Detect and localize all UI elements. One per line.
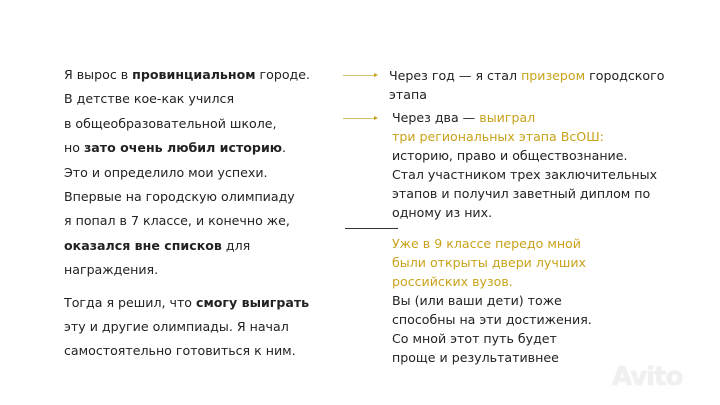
text: Я вырос в: [64, 67, 133, 82]
arrow-icon: [343, 75, 375, 76]
text: историю, право и обществознание.: [392, 148, 628, 163]
milestone-2: [392, 108, 657, 222]
text-line: я попал в 7 классе, и конечно же,: [64, 213, 290, 229]
text: Тогда я решил, что: [64, 294, 197, 310]
text-line: Впервые на городскую олимпиаду: [64, 188, 295, 204]
text-line: награждения.: [64, 262, 159, 278]
text: но: [64, 140, 84, 156]
story-left-column: [64, 66, 310, 367]
text: Через два —: [392, 110, 480, 125]
text: Через год — я стал: [389, 68, 522, 83]
text: способны на эти достижения.: [392, 312, 592, 327]
text-line: В детстве кое-как учился: [64, 91, 235, 107]
divider: [345, 228, 398, 229]
text-line: в общеобразовательной школе,: [64, 115, 277, 131]
text: городского: [585, 68, 665, 83]
text: этапа: [389, 87, 427, 102]
text: для: [221, 237, 251, 253]
text: .: [282, 140, 287, 156]
text-line: [64, 237, 310, 261]
arrow-icon: [343, 118, 375, 119]
avito-watermark: Avito: [612, 362, 683, 392]
text: этапов и получил заветный диплом по: [392, 186, 651, 201]
call-to-action: [392, 291, 592, 367]
text-line: [64, 139, 310, 163]
highlight-text: выиграл: [479, 110, 536, 125]
bold-text: провинциальном: [132, 67, 256, 82]
milestone-3: [392, 234, 586, 291]
text-line: [64, 294, 310, 318]
highlight-text: три региональных этапа ВсОШ:: [392, 129, 604, 144]
highlight-text: российских вузов.: [392, 274, 513, 289]
highlight-text: Уже в 9 классе передо мной: [392, 236, 581, 251]
text: городе.: [255, 67, 311, 82]
bold-text: зато очень любил историю: [83, 140, 283, 156]
text-line: Это и определило мои успехи.: [64, 164, 268, 180]
text: Вы (или ваши дети) тоже: [392, 293, 562, 308]
text-line: эту и другие олимпиады. Я начал: [64, 318, 289, 334]
milestone-1: [389, 66, 664, 104]
highlight-text: призером: [521, 68, 586, 83]
text: одному из них.: [392, 205, 493, 220]
text: Стал участником трех заключительных: [392, 167, 658, 182]
bold-text: оказался вне списков: [64, 237, 222, 253]
text-line: самостоятельно готовиться к ним.: [64, 343, 296, 359]
highlight-text: были открыты двери лучших: [392, 255, 586, 270]
text: проще и результативнее: [392, 350, 559, 365]
text-line: [64, 66, 310, 90]
bold-text: смогу выиграть: [196, 294, 310, 310]
text: Со мной этот путь будет: [392, 331, 557, 346]
